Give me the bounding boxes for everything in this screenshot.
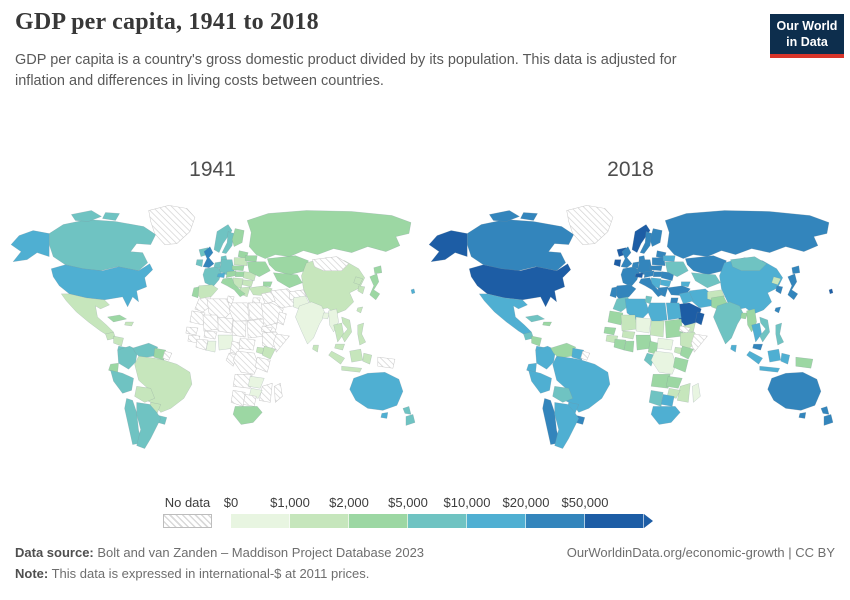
country-arctic2-1941[interactable] <box>102 212 119 220</box>
country-malaysia-2018[interactable] <box>753 344 763 350</box>
country-chad-2018[interactable] <box>650 321 664 337</box>
country-sulawesi-1941[interactable] <box>363 353 372 364</box>
country-ghana-2018[interactable] <box>624 341 634 352</box>
country-mauritania-1941[interactable] <box>190 311 205 325</box>
country-southafrica-2018[interactable] <box>651 406 680 424</box>
country-thailand-2018[interactable] <box>752 323 762 342</box>
page-subtitle: GDP per capita is a country's gross domestic product divided by its population. This data is adjusted for inflation and differences in living costs between countries. <box>15 52 677 90</box>
country-kazakhstan-2018[interactable] <box>685 256 726 275</box>
legend-segment-b0[interactable] <box>231 514 290 528</box>
country-somalia-2018[interactable] <box>691 334 707 352</box>
legend-segment-b50[interactable] <box>585 514 644 528</box>
country-alaska-1941[interactable] <box>11 231 49 262</box>
country-hispaniola-1941[interactable] <box>125 322 134 326</box>
country-russia-1941[interactable] <box>247 210 411 258</box>
country-philippines-1941[interactable] <box>358 323 366 345</box>
country-java-2018[interactable] <box>760 366 780 372</box>
country-peru-2018[interactable] <box>529 370 552 393</box>
country-czech-1941[interactable] <box>232 266 244 271</box>
country-mexico-1941[interactable] <box>61 294 113 336</box>
country-tasmania-2018[interactable] <box>799 412 806 418</box>
footer-source-text: Bolt and van Zanden – Maddison Project Database 2023 <box>93 545 425 560</box>
world-map-1941 <box>5 200 417 450</box>
country-japan-2018[interactable] <box>788 266 800 300</box>
country-taiwan-2018[interactable] <box>775 307 781 313</box>
country-india-1941[interactable] <box>295 302 325 344</box>
legend-tick-1: $1,000 <box>270 495 310 510</box>
country-skorea-2018[interactable] <box>776 286 783 294</box>
country-greenland-1941[interactable] <box>149 205 195 244</box>
country-burkina-1941[interactable] <box>204 331 217 339</box>
legend-tick-5: $20,000 <box>502 495 550 510</box>
legend-tick-4: $10,000 <box>443 495 491 510</box>
owid-logo-line2: in Data <box>786 34 828 49</box>
country-cuba-1941[interactable] <box>107 315 126 322</box>
country-centralasia-1941[interactable] <box>273 273 302 288</box>
footer-source-line <box>15 545 424 560</box>
map-panel-1941 <box>0 158 425 458</box>
country-philippines-2018[interactable] <box>776 323 784 345</box>
country-egypt-2018[interactable] <box>666 303 681 320</box>
world-map-2018 <box>423 200 835 450</box>
country-portugal-1941[interactable] <box>192 287 199 298</box>
country-tasmania-1941[interactable] <box>381 412 388 418</box>
country-senegal-1941[interactable] <box>186 327 198 335</box>
country-cuba-2018[interactable] <box>525 315 544 322</box>
footer-note-label: Note: <box>15 566 49 581</box>
country-drc-1941[interactable] <box>233 351 258 374</box>
country-kenya-1941[interactable] <box>262 346 275 359</box>
country-somalia-1941[interactable] <box>273 334 289 352</box>
country-namibia-2018[interactable] <box>649 390 663 406</box>
country-egypt-1941[interactable] <box>248 303 263 320</box>
footer-note-line <box>15 566 369 581</box>
country-bangladesh-1941[interactable] <box>323 313 330 319</box>
country-caucasus-1941[interactable] <box>263 282 272 287</box>
legend-tick-2: $2,000 <box>329 495 369 510</box>
country-ireland-1941[interactable] <box>196 260 203 267</box>
country-usa_pacific-1941[interactable] <box>411 289 415 294</box>
country-czech-2018[interactable] <box>650 266 662 271</box>
country-hispaniola-2018[interactable] <box>543 322 552 326</box>
country-chad-1941[interactable] <box>232 321 246 337</box>
footer-source-label: Data source: <box>15 545 94 560</box>
country-peru-1941[interactable] <box>111 370 134 393</box>
country-botswana-1941[interactable] <box>243 394 256 406</box>
country-australia-1941[interactable] <box>350 372 403 410</box>
country-kazakhstan-1941[interactable] <box>267 256 308 275</box>
country-thailand-1941[interactable] <box>334 323 344 342</box>
map-legend <box>0 493 850 533</box>
country-finland-2018[interactable] <box>650 229 662 247</box>
country-caucasus-2018[interactable] <box>681 282 690 287</box>
country-sulawesi-2018[interactable] <box>781 353 790 364</box>
country-belarus-2018[interactable] <box>663 256 675 262</box>
country-canada-1941[interactable] <box>49 219 156 270</box>
country-canada-2018[interactable] <box>467 219 574 270</box>
country-greenland-2018[interactable] <box>567 205 613 244</box>
footer-link[interactable]: OurWorldinData.org/economic-growth | CC BY <box>566 545 835 560</box>
country-austria-1941[interactable] <box>226 271 236 278</box>
country-java-1941[interactable] <box>342 366 362 372</box>
country-tanzania-1941[interactable] <box>255 357 270 372</box>
legend-arrow-cap <box>644 514 653 528</box>
legend-color-bar <box>231 514 644 528</box>
country-mali-2018[interactable] <box>621 315 637 331</box>
country-mexico-2018[interactable] <box>479 294 531 336</box>
legend-segment-b1[interactable] <box>290 514 349 528</box>
legend-no-data-swatch[interactable] <box>163 514 212 528</box>
country-sumatra-1941[interactable] <box>329 351 345 364</box>
country-madagascar-2018[interactable] <box>692 383 700 402</box>
legend-tick-0: $0 <box>223 495 239 510</box>
country-malaysia-1941[interactable] <box>335 344 345 350</box>
country-kenya-2018[interactable] <box>680 346 693 359</box>
legend-segment-b10[interactable] <box>467 514 526 528</box>
legend-no-data-label: No data <box>164 495 211 510</box>
country-centralasia-2018[interactable] <box>691 273 720 288</box>
country-southafrica-1941[interactable] <box>233 406 262 424</box>
country-bulgaria-2018[interactable] <box>660 280 671 287</box>
country-honduras_nicaragua-1941[interactable] <box>114 336 124 346</box>
country-taiwan-1941[interactable] <box>357 307 363 313</box>
country-zambia-2018[interactable] <box>666 376 682 388</box>
map-panel-2018 <box>418 158 843 458</box>
country-mali-1941[interactable] <box>203 315 219 331</box>
country-arctic1-2018[interactable] <box>489 210 519 221</box>
country-senegal-2018[interactable] <box>604 327 616 335</box>
country-car-2018[interactable] <box>657 338 673 350</box>
legend-segment-b5[interactable] <box>408 514 467 528</box>
country-austria-2018[interactable] <box>644 271 654 278</box>
country-tanzania-2018[interactable] <box>673 357 688 372</box>
country-newzealand-2018[interactable] <box>821 406 833 425</box>
country-spain-1941[interactable] <box>196 285 218 299</box>
country-india-2018[interactable] <box>713 302 743 344</box>
country-portugal-2018[interactable] <box>610 287 617 298</box>
country-newzealand-1941[interactable] <box>403 406 415 425</box>
country-drc-2018[interactable] <box>651 351 676 374</box>
country-finland-1941[interactable] <box>232 229 244 247</box>
country-srilanka-2018[interactable] <box>730 345 736 352</box>
country-skorea-1941[interactable] <box>358 286 365 294</box>
legend-segment-b2[interactable] <box>349 514 408 528</box>
country-australia-2018[interactable] <box>768 372 821 410</box>
country-car-1941[interactable] <box>239 338 255 350</box>
legend-tick-3: $5,000 <box>388 495 428 510</box>
country-bulgaria-1941[interactable] <box>242 280 253 287</box>
country-alaska-2018[interactable] <box>429 231 467 262</box>
country-ghana-1941[interactable] <box>206 341 216 352</box>
country-japan-1941[interactable] <box>370 266 382 300</box>
country-bangladesh-2018[interactable] <box>741 313 748 319</box>
country-vietnam-2018[interactable] <box>760 317 770 342</box>
country-zambia-1941[interactable] <box>248 376 264 388</box>
country-niger-2018[interactable] <box>636 317 651 333</box>
map-year-label-2018: 2018 <box>607 158 654 181</box>
country-srilanka-1941[interactable] <box>312 345 318 352</box>
country-botswana-2018[interactable] <box>661 394 674 406</box>
country-russia-2018[interactable] <box>665 210 829 258</box>
country-sumatra-2018[interactable] <box>747 351 763 364</box>
country-arctic2-2018[interactable] <box>520 212 537 220</box>
country-borneo-1941[interactable] <box>350 349 363 362</box>
owid-logo-line1: Our World <box>776 19 838 33</box>
country-madagascar-1941[interactable] <box>274 383 282 402</box>
country-borneo-2018[interactable] <box>768 349 781 362</box>
country-ireland-2018[interactable] <box>614 260 621 267</box>
country-honduras_nicaragua-2018[interactable] <box>532 336 542 346</box>
page-title: GDP per capita, 1941 to 2018 <box>15 9 319 35</box>
map-year-label-1941: 1941 <box>189 158 236 181</box>
country-burkina-2018[interactable] <box>622 331 635 339</box>
country-spain-2018[interactable] <box>614 285 636 299</box>
legend-segment-b20[interactable] <box>526 514 585 528</box>
footer-note-text: This data is expressed in international-$ at 2011 prices. <box>48 566 370 581</box>
country-png-2018[interactable] <box>796 357 813 368</box>
legend-tick-6: $50,000 <box>561 495 609 510</box>
country-usa_pacific-2018[interactable] <box>829 289 833 294</box>
country-vietnam-1941[interactable] <box>342 317 352 342</box>
owid-logo[interactable] <box>770 14 844 58</box>
country-arctic1-1941[interactable] <box>71 210 101 221</box>
country-png-1941[interactable] <box>378 357 395 368</box>
country-mauritania-2018[interactable] <box>608 311 623 325</box>
country-belarus-1941[interactable] <box>245 256 257 262</box>
country-niger-1941[interactable] <box>218 317 233 333</box>
